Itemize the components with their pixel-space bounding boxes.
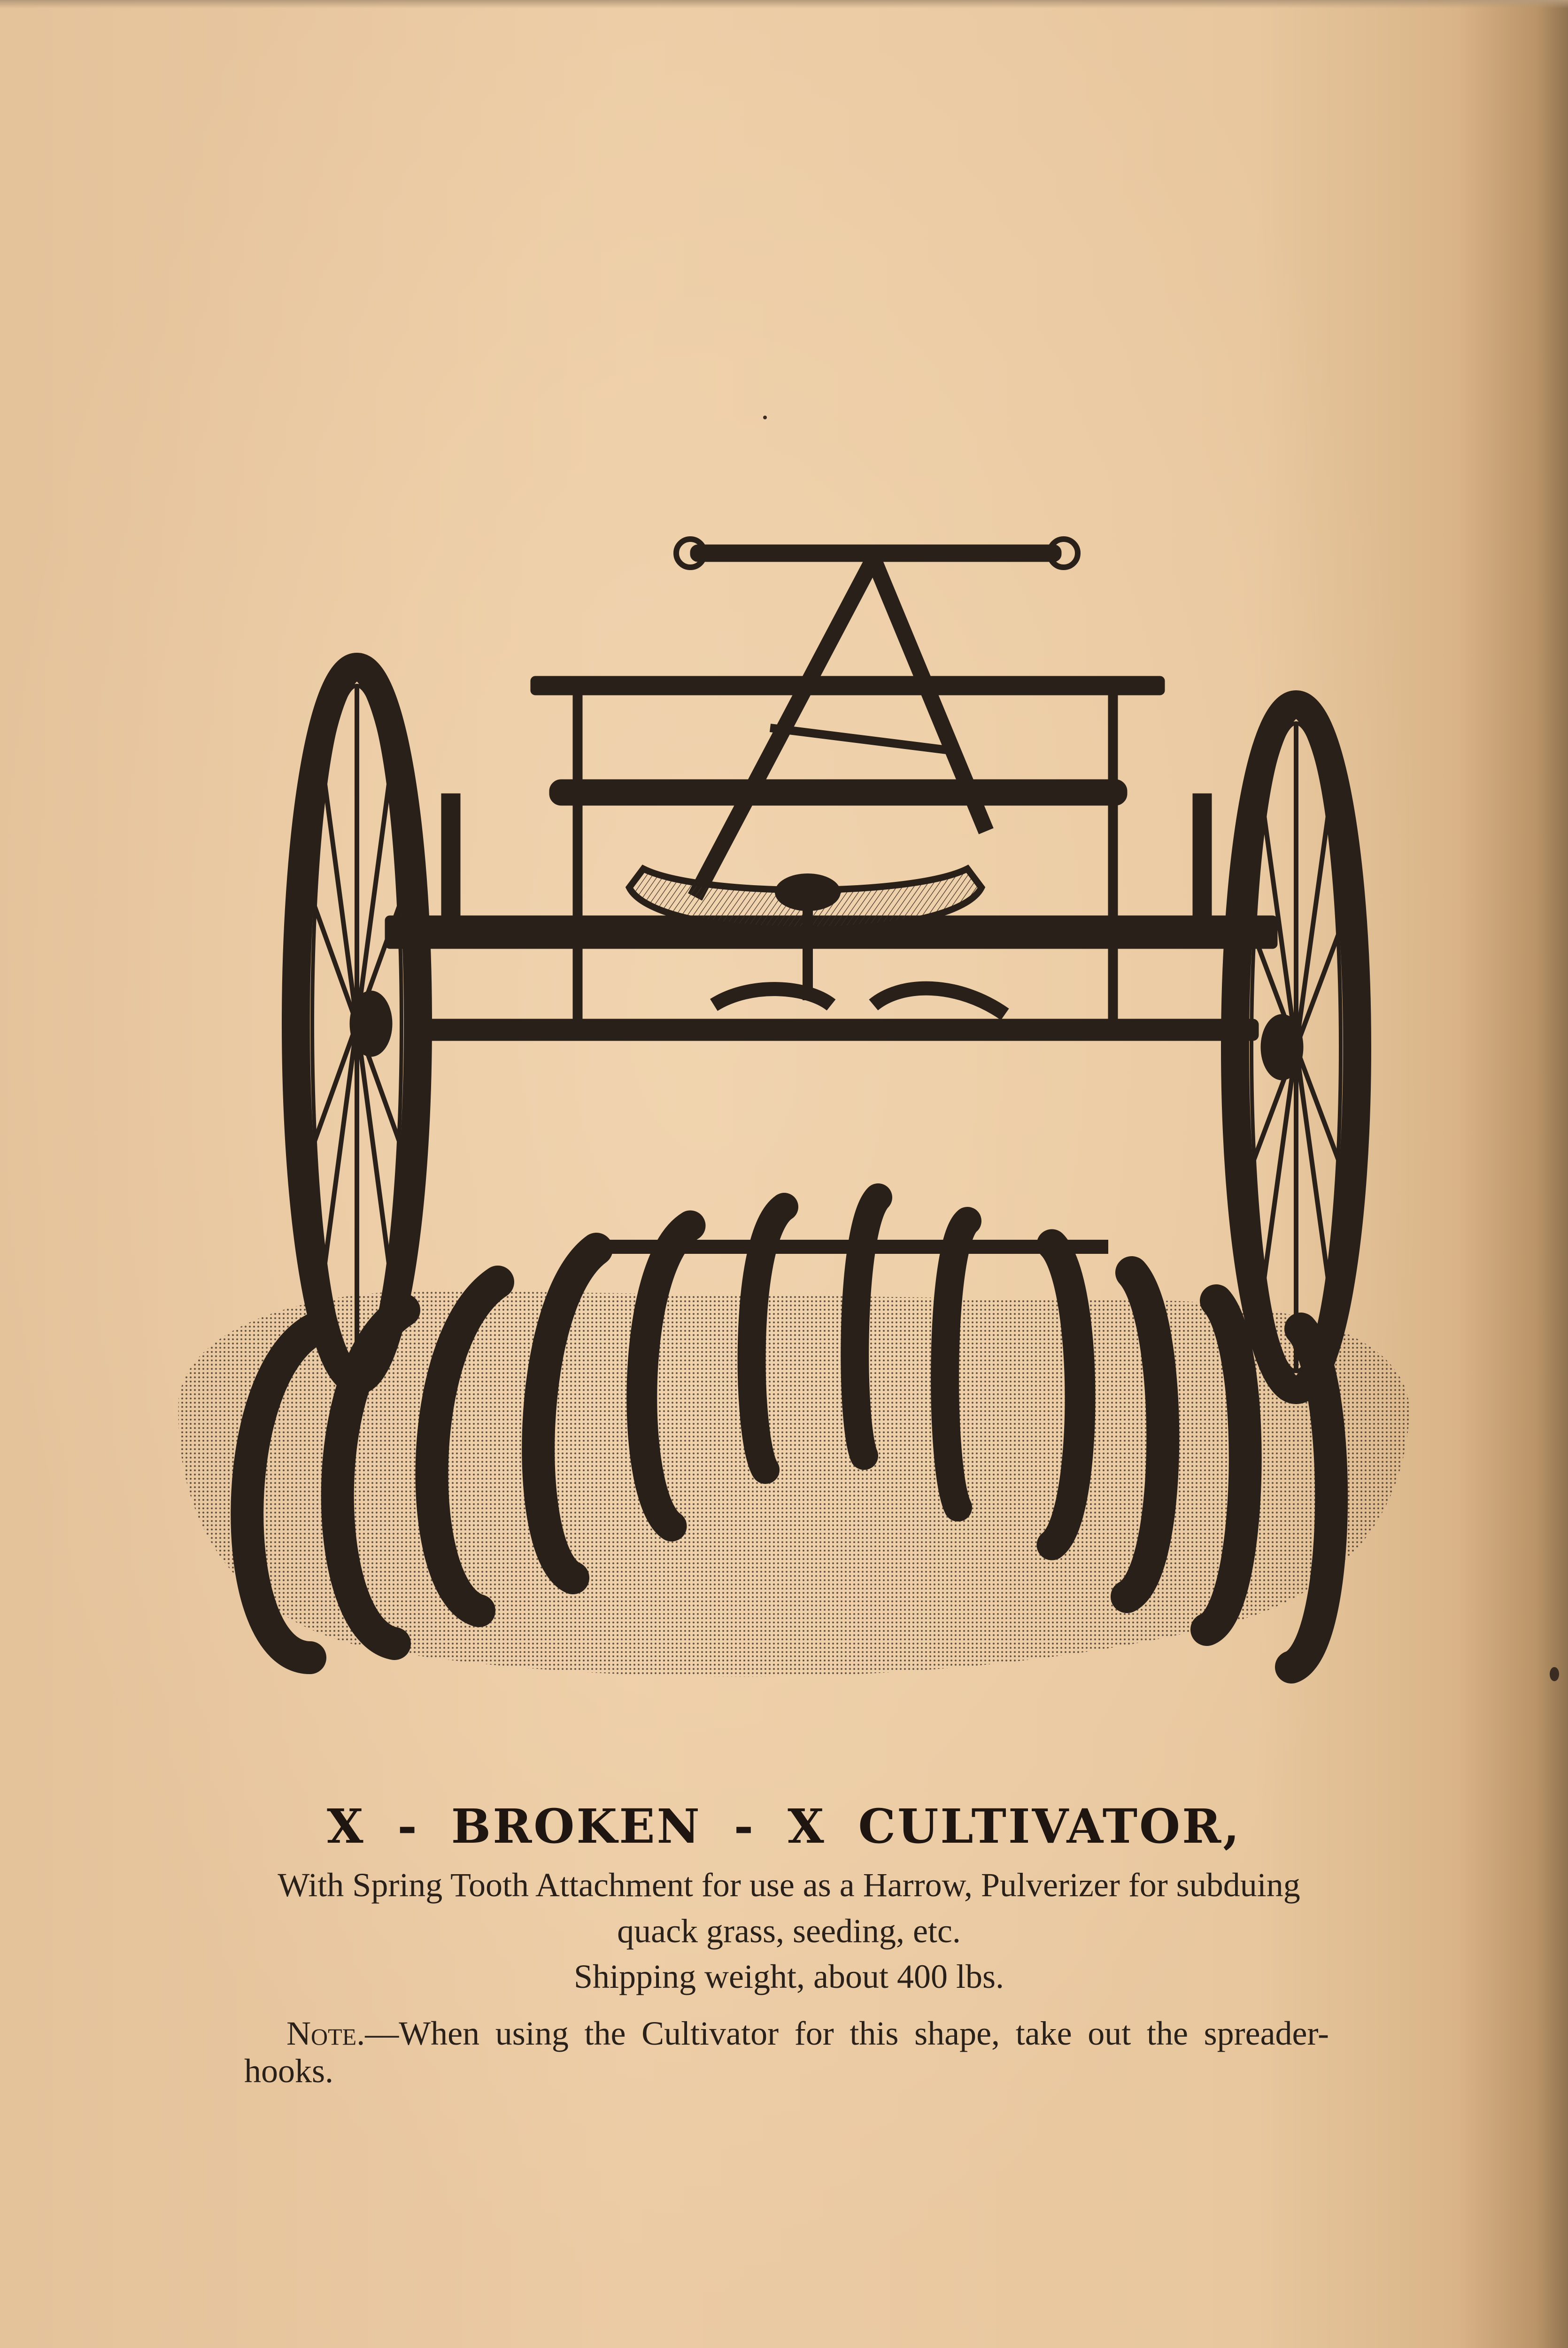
page-edge	[0, 0, 1568, 8]
cultivator-engraving-icon	[160, 531, 1428, 1752]
page-title: X - BROKEN - X CULTIVATOR,	[326, 1799, 1242, 1854]
caption-shipping-weight: Shipping weight, about 400 lbs.	[574, 1958, 1004, 1995]
paper-speck	[1550, 1667, 1559, 1681]
note-text: —When using the Cultivator for this shape, take out the spreader-hooks.	[244, 2015, 1329, 2090]
note-label: Note.	[286, 2015, 365, 2052]
paper-speck	[763, 416, 767, 419]
note-paragraph	[244, 2015, 1329, 2090]
caption-description: With Spring Tooth Attachment for use as a Harrow, Pulverizer for subduing quack grass, seeding, etc.	[278, 1866, 1300, 1950]
